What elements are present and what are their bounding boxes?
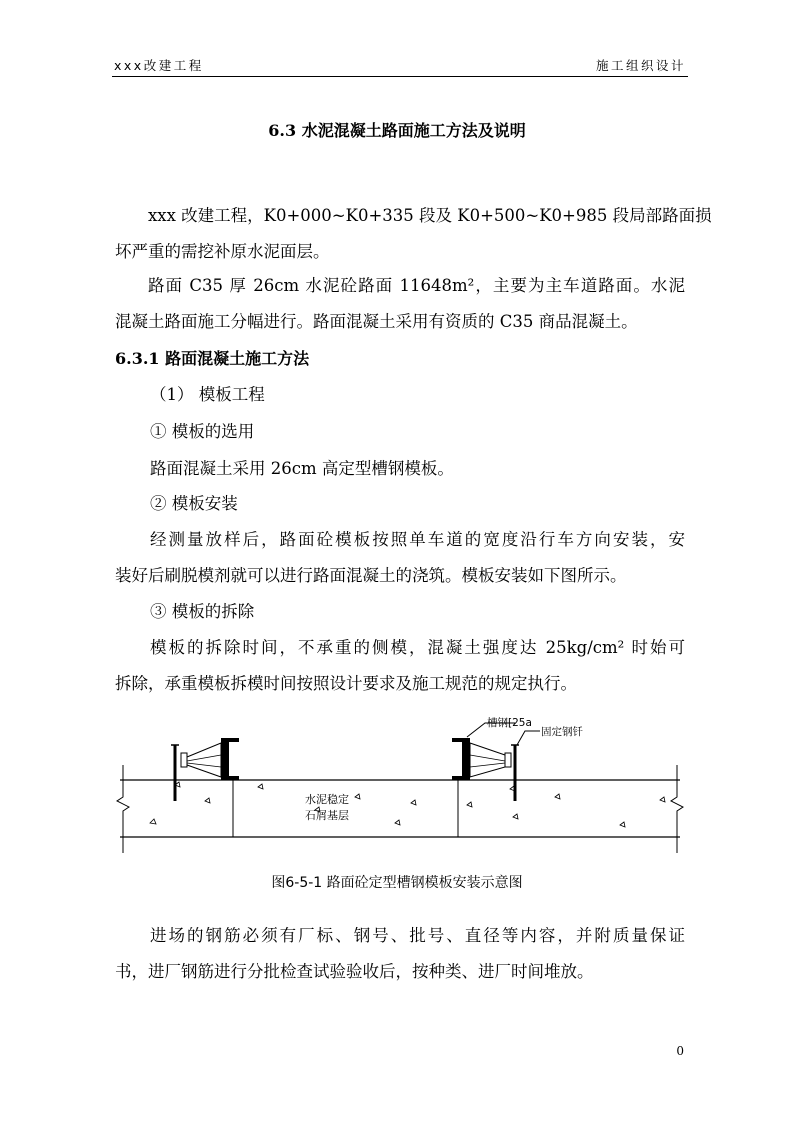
formwork-removal-line-2: 拆除，承重模板拆模时间按照设计要求及施工规范的规定执行。 [115, 674, 577, 693]
page-header [112, 52, 688, 77]
label-base-line-2: 石屑基层 [305, 809, 349, 822]
paragraph-1-line-1: xxx 改建工程，K0+000~K0+335 段及 K0+500~K0+985 段局部路面损 [148, 206, 712, 225]
header-project-name: xxx改建工程 [114, 58, 204, 73]
break-symbol-right [671, 765, 683, 853]
paragraph-2-line-2: 混凝土路面施工分幅进行。路面混凝土采用有资质的 C35 商品混凝土。 [115, 312, 638, 331]
formwork-heading: （1） 模板工程 [150, 385, 265, 404]
formwork-install-line-2: 装好后刷脱模剂就可以进行路面混凝土的浇筑。模板安装如下图所示。 [115, 566, 627, 585]
section-title: 6.3 水泥混凝土路面施工方法及说明 [268, 121, 526, 140]
formwork-removal-heading: ③ 模板的拆除 [150, 602, 255, 621]
header-document-type: 施工组织设计 [595, 58, 686, 73]
subsection-heading: 6.3.1 路面混凝土施工方法 [115, 349, 310, 368]
figure-caption: 图6-5-1 路面砼定型槽钢模板安装示意图 [271, 875, 523, 891]
pin-leader-line [517, 731, 540, 745]
formwork-install-heading: ② 模板安装 [150, 494, 238, 513]
right-formwork-assembly [452, 738, 519, 801]
paragraph-1-line-2: 坏严重的需挖补原水泥面层。 [115, 242, 330, 261]
left-formwork-assembly [171, 738, 239, 801]
formwork-selection-text: 路面混凝土采用 26cm 高定型槽钢模板。 [150, 459, 454, 478]
formwork-installation-diagram [115, 705, 685, 865]
aggregate-marks [150, 782, 665, 827]
label-fixing-pin: 固定钢钎 [541, 726, 583, 738]
formwork-selection-heading: ① 模板的选用 [150, 422, 255, 441]
formwork-removal-line-1: 模板的拆除时间，不承重的侧模，混凝土强度达 25kg/cm² 时始可 [150, 638, 685, 657]
page-number: 0 [676, 1044, 684, 1058]
paragraph-2-line-1: 路面 C35 厚 26cm 水泥砼路面 11648m²，主要为主车道路面。水泥 [148, 276, 685, 295]
break-symbol-left [117, 765, 129, 853]
label-channel-steel: 槽钢[25a [487, 717, 532, 729]
paragraph-3-line-1: 进场的钢筋必须有厂标、钢号、批号、直径等内容，并附质量保证 [150, 926, 685, 945]
formwork-install-line-1: 经测量放样后，路面砼模板按照单车道的宽度沿行车方向安装，安 [150, 530, 685, 549]
paragraph-3-line-2: 书，进厂钢筋进行分批检查试验验收后，按种类、进厂时间堆放。 [115, 962, 594, 981]
label-base-line-1: 水泥稳定 [305, 793, 349, 806]
